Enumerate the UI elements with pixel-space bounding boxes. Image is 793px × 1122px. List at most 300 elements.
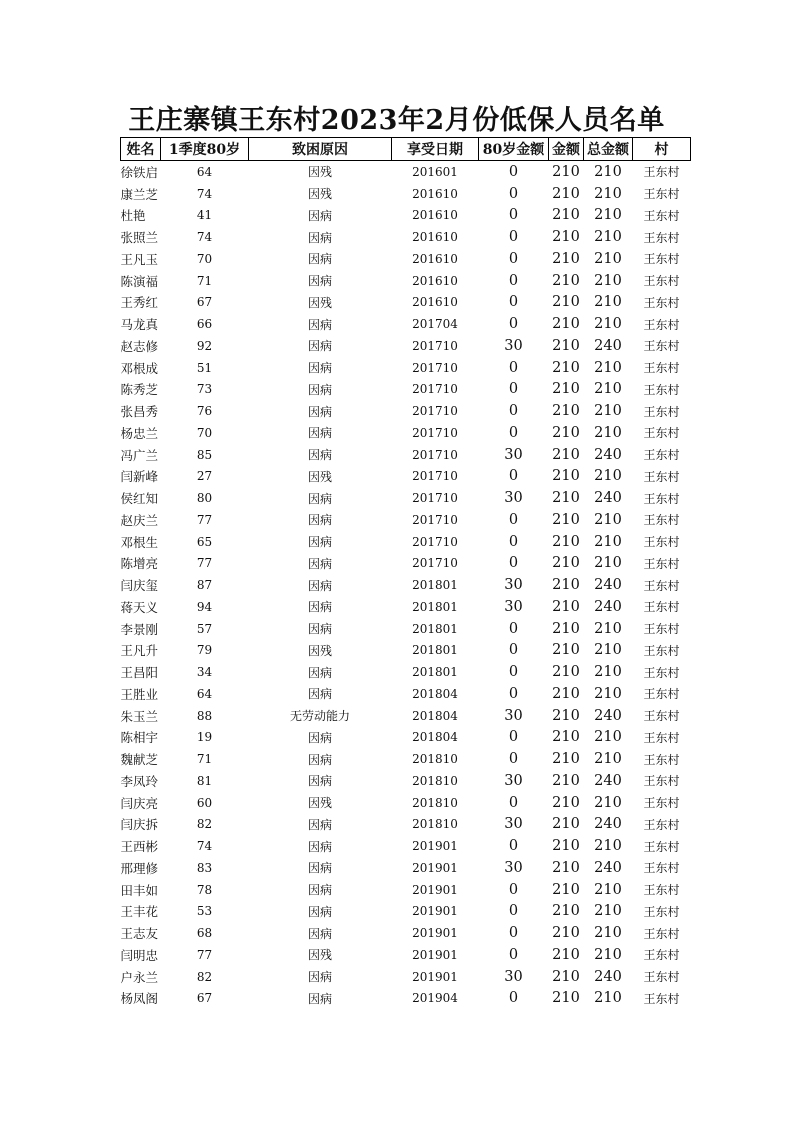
total-cell: 240: [594, 859, 622, 876]
age-cell: 27: [196, 469, 213, 484]
amount-cell: 210: [552, 816, 580, 833]
date-cell: 201804: [412, 708, 458, 723]
amount-cell: 210: [552, 403, 580, 420]
amount-cell: 210: [552, 577, 580, 594]
date-cell: 201710: [412, 338, 458, 353]
table-row: [121, 857, 691, 879]
age-cell: 34: [196, 665, 213, 680]
date-cell: 201901: [412, 839, 458, 854]
name-cell: 张照兰: [120, 230, 159, 246]
table-row: [121, 727, 691, 749]
total-cell: 240: [594, 337, 622, 354]
cause-cell: 因病: [307, 426, 332, 441]
name-cell: 杨凤阁: [120, 991, 159, 1007]
cause-cell: 无劳动能力: [289, 709, 350, 724]
age-cell: 64: [196, 164, 213, 179]
village-cell: 王东村: [643, 926, 680, 941]
amount-cell: 210: [552, 664, 580, 681]
total-cell: 210: [594, 272, 622, 289]
total-cell: 210: [594, 685, 622, 702]
table-row: [121, 444, 691, 466]
date-cell: 201801: [412, 578, 458, 593]
name-cell: 杨忠兰: [120, 425, 159, 441]
amount-cell: 210: [552, 163, 580, 180]
village-cell: 王东村: [643, 208, 680, 223]
village-cell: 王东村: [643, 426, 680, 441]
amount-cell: 210: [552, 185, 580, 202]
age-cell: 80: [196, 491, 213, 506]
cause-cell: 因病: [307, 208, 332, 223]
village-cell: 王东村: [643, 469, 680, 484]
date-cell: 201904: [412, 991, 458, 1006]
name-cell: 杜艳: [120, 208, 146, 224]
name-cell: 闫明忠: [120, 947, 159, 963]
amount-cell: 210: [552, 294, 580, 311]
village-cell: 王东村: [643, 165, 680, 180]
date-cell: 201710: [412, 447, 458, 462]
header-80-amount: 80岁金额: [479, 138, 549, 161]
total-cell: 210: [594, 555, 622, 572]
amount-80-cell: 0: [508, 250, 519, 267]
amount-cell: 210: [552, 968, 580, 985]
table-row: [121, 335, 691, 357]
age-cell: 53: [196, 904, 213, 919]
amount-80-cell: 30: [504, 490, 523, 507]
cause-cell: 因病: [307, 339, 332, 354]
amount-80-cell: 0: [508, 316, 519, 333]
table-row: [121, 226, 691, 248]
amount-80-cell: 0: [508, 925, 519, 942]
total-cell: 210: [594, 881, 622, 898]
name-cell: 邓根生: [120, 534, 159, 550]
village-cell: 王东村: [643, 491, 680, 506]
total-cell: 210: [594, 838, 622, 855]
amount-cell: 210: [552, 729, 580, 746]
cause-cell: 因病: [307, 578, 332, 593]
table-row: [121, 205, 691, 227]
cause-cell: 因病: [307, 382, 332, 397]
total-cell: 210: [594, 229, 622, 246]
village-cell: 王东村: [643, 317, 680, 332]
village-cell: 王东村: [643, 622, 680, 637]
name-cell: 王凡升: [120, 643, 159, 659]
amount-cell: 210: [552, 794, 580, 811]
amount-cell: 210: [552, 772, 580, 789]
date-cell: 201901: [412, 860, 458, 875]
age-cell: 66: [196, 317, 213, 332]
village-cell: 王东村: [643, 991, 680, 1006]
village-cell: 王东村: [643, 382, 680, 397]
date-cell: 201710: [412, 425, 458, 440]
age-cell: 88: [196, 708, 213, 723]
name-cell: 闫庆拆: [120, 817, 159, 833]
total-cell: 210: [594, 990, 622, 1007]
amount-cell: 210: [552, 337, 580, 354]
village-cell: 王东村: [643, 448, 680, 463]
date-cell: 201710: [412, 382, 458, 397]
amount-cell: 210: [552, 229, 580, 246]
amount-80-cell: 0: [508, 207, 519, 224]
amount-80-cell: 0: [508, 620, 519, 637]
cause-cell: 因残: [307, 295, 332, 310]
table-row: [121, 944, 691, 966]
village-cell: 王东村: [643, 796, 680, 811]
age-cell: 77: [196, 556, 213, 571]
name-cell: 蒋天义: [120, 599, 159, 615]
total-cell: 210: [594, 403, 622, 420]
cause-cell: 因病: [307, 730, 332, 745]
village-cell: 王东村: [643, 513, 680, 528]
village-cell: 王东村: [643, 404, 680, 419]
name-cell: 王志友: [120, 926, 159, 942]
amount-80-cell: 0: [508, 272, 519, 289]
amount-cell: 210: [552, 859, 580, 876]
total-cell: 210: [594, 163, 622, 180]
amount-cell: 210: [552, 533, 580, 550]
date-cell: 201710: [412, 512, 458, 527]
age-cell: 68: [196, 926, 213, 941]
date-cell: 201804: [412, 686, 458, 701]
cause-cell: 因病: [307, 665, 332, 680]
name-cell: 闫庆亮: [120, 795, 159, 811]
age-cell: 57: [196, 621, 213, 636]
amount-cell: 210: [552, 838, 580, 855]
table-row: [121, 922, 691, 944]
total-cell: 240: [594, 598, 622, 615]
cause-cell: 因病: [307, 970, 332, 985]
age-cell: 64: [196, 686, 213, 701]
age-cell: 70: [196, 251, 213, 266]
cause-cell: 因病: [307, 448, 332, 463]
amount-cell: 210: [552, 685, 580, 702]
name-cell: 朱玉兰: [120, 708, 159, 724]
amount-80-cell: 0: [508, 424, 519, 441]
total-cell: 210: [594, 381, 622, 398]
amount-80-cell: 0: [508, 468, 519, 485]
total-cell: 210: [594, 207, 622, 224]
total-cell: 240: [594, 707, 622, 724]
name-cell: 魏献芝: [120, 752, 159, 768]
total-cell: 210: [594, 424, 622, 441]
village-cell: 王东村: [643, 904, 680, 919]
total-cell: 210: [594, 359, 622, 376]
total-cell: 210: [594, 903, 622, 920]
name-cell: 王西彬: [120, 839, 159, 855]
amount-cell: 210: [552, 446, 580, 463]
amount-cell: 210: [552, 555, 580, 572]
date-cell: 201801: [412, 665, 458, 680]
table-row: [121, 835, 691, 857]
village-cell: 王东村: [643, 361, 680, 376]
date-cell: 201810: [412, 795, 458, 810]
name-cell: 马龙真: [120, 317, 159, 333]
cause-cell: 因病: [307, 556, 332, 571]
amount-cell: 210: [552, 946, 580, 963]
table-row: [121, 357, 691, 379]
amount-80-cell: 0: [508, 555, 519, 572]
total-cell: 240: [594, 816, 622, 833]
table-row: [121, 422, 691, 444]
total-cell: 210: [594, 250, 622, 267]
cause-cell: 因病: [307, 861, 332, 876]
date-cell: 201710: [412, 469, 458, 484]
table-row: [121, 531, 691, 553]
age-cell: 67: [196, 295, 213, 310]
date-cell: 201710: [412, 404, 458, 419]
name-cell: 陈秀芝: [120, 382, 159, 398]
age-cell: 94: [196, 599, 213, 614]
date-cell: 201610: [412, 295, 458, 310]
date-cell: 201610: [412, 273, 458, 288]
total-cell: 210: [594, 946, 622, 963]
total-cell: 210: [594, 185, 622, 202]
name-cell: 户永兰: [120, 969, 159, 985]
table-row: [121, 792, 691, 814]
cause-cell: 因残: [307, 796, 332, 811]
name-cell: 李景刚: [120, 621, 159, 637]
amount-80-cell: 0: [508, 903, 519, 920]
name-cell: 陈相宇: [120, 730, 159, 746]
village-cell: 王东村: [643, 600, 680, 615]
amount-80-cell: 0: [508, 533, 519, 550]
name-cell: 李凤玲: [120, 773, 159, 789]
cause-cell: 因残: [307, 643, 332, 658]
amount-80-cell: 30: [504, 577, 523, 594]
cause-cell: 因残: [307, 187, 332, 202]
total-cell: 210: [594, 294, 622, 311]
village-cell: 王东村: [643, 665, 680, 680]
date-cell: 201801: [412, 621, 458, 636]
total-cell: 210: [594, 664, 622, 681]
amount-cell: 210: [552, 207, 580, 224]
header-total: 总金额: [584, 138, 633, 161]
total-cell: 210: [594, 468, 622, 485]
name-cell: 侯红知: [120, 491, 159, 507]
amount-80-cell: 0: [508, 990, 519, 1007]
age-cell: 67: [196, 991, 213, 1006]
header-q1-age: 1季度80岁: [161, 138, 249, 161]
table-row: [121, 292, 691, 314]
cause-cell: 因病: [307, 600, 332, 615]
age-cell: 85: [196, 447, 213, 462]
amount-80-cell: 30: [504, 968, 523, 985]
age-cell: 19: [196, 730, 213, 745]
amount-80-cell: 30: [504, 598, 523, 615]
age-cell: 82: [196, 817, 213, 832]
age-cell: 70: [196, 425, 213, 440]
date-cell: 201901: [412, 882, 458, 897]
village-cell: 王东村: [643, 535, 680, 550]
age-cell: 74: [196, 230, 213, 245]
recipient-table: [120, 137, 691, 1009]
name-cell: 邓根成: [120, 360, 159, 376]
amount-cell: 210: [552, 751, 580, 768]
table-row: [121, 161, 691, 183]
amount-cell: 210: [552, 620, 580, 637]
date-cell: 201804: [412, 730, 458, 745]
table-row: [121, 183, 691, 205]
name-cell: 陈增亮: [120, 556, 159, 572]
total-cell: 240: [594, 490, 622, 507]
table-row: [121, 618, 691, 640]
table-row: [121, 248, 691, 270]
name-cell: 赵志修: [120, 338, 159, 354]
date-cell: 201610: [412, 230, 458, 245]
amount-80-cell: 0: [508, 729, 519, 746]
amount-80-cell: 30: [504, 337, 523, 354]
amount-80-cell: 0: [508, 642, 519, 659]
table-row: [121, 661, 691, 683]
age-cell: 41: [196, 208, 213, 223]
amount-cell: 210: [552, 424, 580, 441]
amount-80-cell: 0: [508, 664, 519, 681]
table-row: [121, 400, 691, 422]
village-cell: 王东村: [643, 556, 680, 571]
date-cell: 201610: [412, 251, 458, 266]
age-cell: 87: [196, 578, 213, 593]
cause-cell: 因病: [307, 904, 332, 919]
amount-80-cell: 0: [508, 685, 519, 702]
date-cell: 201601: [412, 164, 458, 179]
name-cell: 赵庆兰: [120, 512, 159, 528]
name-cell: 王秀红: [120, 295, 159, 311]
name-cell: 康兰芝: [120, 186, 159, 202]
total-cell: 210: [594, 620, 622, 637]
amount-cell: 210: [552, 511, 580, 528]
amount-cell: 210: [552, 881, 580, 898]
header-amount: 金额: [549, 138, 584, 161]
age-cell: 78: [196, 882, 213, 897]
total-cell: 210: [594, 533, 622, 550]
age-cell: 83: [196, 860, 213, 875]
village-cell: 王东村: [643, 187, 680, 202]
table-row: [121, 683, 691, 705]
amount-cell: 210: [552, 272, 580, 289]
amount-80-cell: 30: [504, 859, 523, 876]
amount-80-cell: 0: [508, 838, 519, 855]
date-cell: 201810: [412, 817, 458, 832]
village-cell: 王东村: [643, 970, 680, 985]
table-row: [121, 770, 691, 792]
total-cell: 210: [594, 642, 622, 659]
table-row: [121, 379, 691, 401]
total-cell: 210: [594, 925, 622, 942]
age-cell: 71: [196, 273, 213, 288]
table-row: [121, 640, 691, 662]
age-cell: 81: [196, 773, 213, 788]
amount-cell: 210: [552, 359, 580, 376]
date-cell: 201810: [412, 773, 458, 788]
header-name: 姓名: [121, 138, 161, 161]
village-cell: 王东村: [643, 274, 680, 289]
amount-80-cell: 0: [508, 163, 519, 180]
amount-80-cell: 0: [508, 185, 519, 202]
amount-80-cell: 0: [508, 946, 519, 963]
village-cell: 王东村: [643, 230, 680, 245]
village-cell: 王东村: [643, 861, 680, 876]
table-row: [121, 966, 691, 988]
table-row: [121, 988, 691, 1010]
amount-cell: 210: [552, 316, 580, 333]
amount-cell: 210: [552, 642, 580, 659]
cause-cell: 因残: [307, 948, 332, 963]
cause-cell: 因病: [307, 774, 332, 789]
village-cell: 王东村: [643, 687, 680, 702]
amount-80-cell: 0: [508, 881, 519, 898]
name-cell: 陈演福: [120, 273, 159, 289]
table-row: [121, 487, 691, 509]
table-row: [121, 553, 691, 575]
amount-cell: 210: [552, 903, 580, 920]
village-cell: 王东村: [643, 295, 680, 310]
age-cell: 73: [196, 382, 213, 397]
cause-cell: 因病: [307, 817, 332, 832]
age-cell: 92: [196, 338, 213, 353]
age-cell: 76: [196, 404, 213, 419]
date-cell: 201901: [412, 926, 458, 941]
amount-80-cell: 30: [504, 816, 523, 833]
cause-cell: 因病: [307, 274, 332, 289]
amount-cell: 210: [552, 925, 580, 942]
village-cell: 王东村: [643, 948, 680, 963]
name-cell: 闫庆玺: [120, 578, 159, 594]
total-cell: 210: [594, 316, 622, 333]
age-cell: 77: [196, 512, 213, 527]
name-cell: 闫新峰: [120, 469, 159, 485]
cause-cell: 因病: [307, 926, 332, 941]
cause-cell: 因病: [307, 752, 332, 767]
cause-cell: 因病: [307, 361, 332, 376]
age-cell: 65: [196, 534, 213, 549]
total-cell: 210: [594, 751, 622, 768]
amount-cell: 210: [552, 250, 580, 267]
village-cell: 王东村: [643, 643, 680, 658]
date-cell: 201710: [412, 491, 458, 506]
village-cell: 王东村: [643, 709, 680, 724]
name-cell: 冯广兰: [120, 447, 159, 463]
header-village: 村: [633, 138, 691, 161]
date-cell: 201801: [412, 599, 458, 614]
age-cell: 71: [196, 752, 213, 767]
cause-cell: 因病: [307, 535, 332, 550]
name-cell: 王昌阳: [120, 665, 159, 681]
amount-80-cell: 0: [508, 751, 519, 768]
cause-cell: 因病: [307, 230, 332, 245]
table-row: [121, 313, 691, 335]
amount-80-cell: 30: [504, 772, 523, 789]
cause-cell: 因病: [307, 513, 332, 528]
cause-cell: 因病: [307, 252, 332, 267]
age-cell: 60: [196, 795, 213, 810]
total-cell: 210: [594, 794, 622, 811]
amount-80-cell: 0: [508, 511, 519, 528]
date-cell: 201710: [412, 534, 458, 549]
table-row: [121, 574, 691, 596]
header-cause: 致困原因: [249, 138, 392, 161]
age-cell: 77: [196, 947, 213, 962]
date-cell: 201901: [412, 969, 458, 984]
village-cell: 王东村: [643, 730, 680, 745]
table-row: [121, 705, 691, 727]
cause-cell: 因病: [307, 317, 332, 332]
name-cell: 王凡玉: [120, 251, 159, 267]
amount-cell: 210: [552, 468, 580, 485]
total-cell: 240: [594, 577, 622, 594]
date-cell: 201901: [412, 947, 458, 962]
cause-cell: 因病: [307, 839, 332, 854]
total-cell: 240: [594, 968, 622, 985]
page-title: 王庄寨镇王东村2023年2月份低保人员名单: [128, 105, 665, 136]
